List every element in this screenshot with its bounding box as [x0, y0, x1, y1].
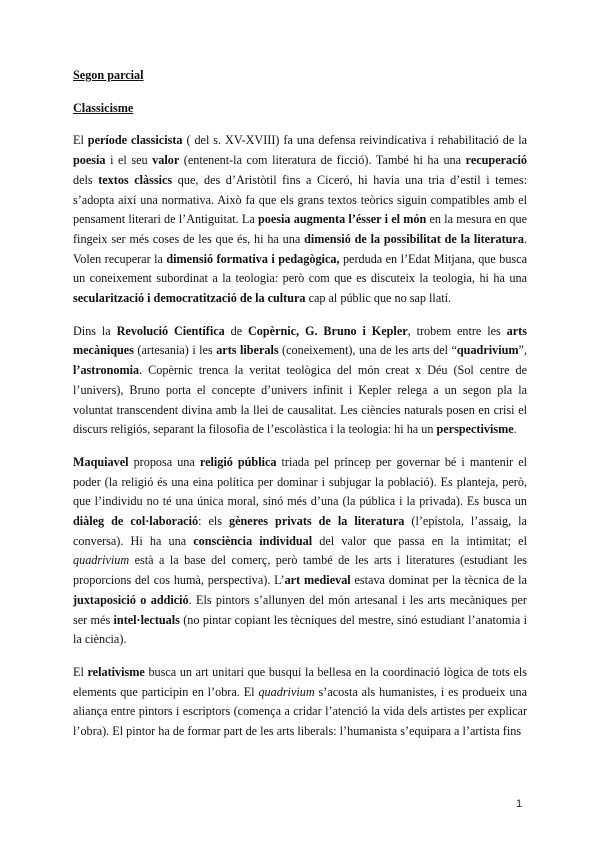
text-run: (coneixement), una de les arts del “	[278, 343, 457, 358]
text-run: perduda en l’Edat Mitjana, que busca un coneixement subordinat a la teologia: però com que es discuteix la teologia, hi ha una	[73, 251, 527, 286]
text-run: està a la base del comerç, però també de les arts i literatures (estudiant les proporcions del cos humà, perspectiva). L’	[73, 553, 527, 588]
bold-text: Copèrnic, G. Bruno i Kepler	[248, 323, 408, 338]
text-run: i el seu	[105, 153, 153, 168]
section-heading: Classicisme	[73, 100, 134, 115]
document-body	[73, 66, 527, 755]
bold-text: recuperació	[465, 153, 527, 168]
text-run: triada pel príncep per governar bé i mantenir el poder (la religió és una eina política per dominar i subjugar la població). Es planteja, però, que l’individu no té una única moral, sinó més d’una (la pública i la privada). Es busca un	[73, 454, 527, 509]
text-run: . Copèrnic trenca la veritat teològica del món creat x Déu (Sol centre de l’univers), Bruno porta el concepte d’univers infinit i Kepler relega a un segon pla la voluntat transcendent divina amb la llei de causalitat. Les ciències naturals posen en crisi el discurs religiós, separant la filosofia de l’escolàstica i la teologia: hi ha un	[73, 363, 527, 437]
bold-text: període classicista	[87, 133, 183, 148]
text-run: estava dominat per la tècnica de la	[350, 573, 527, 588]
page-number: 1	[516, 798, 523, 810]
text-run: (entenent-la com literatura de ficció). També hi ha una	[179, 153, 466, 168]
text-run: dels	[73, 172, 99, 187]
bold-text: secularització i democratització de la cultura	[73, 291, 306, 306]
text-run: El	[73, 133, 88, 148]
bold-text: religió pública	[199, 454, 277, 469]
bold-text: Maquiavel	[73, 454, 129, 469]
paragraph-machiavelli	[73, 453, 527, 650]
text-run: : els	[198, 514, 230, 529]
text-run: El	[73, 664, 88, 679]
text-run: en la mesura en que fingeix ser més coses de les que és, hi ha una	[73, 212, 527, 246]
text-run: (no pintar copiant les tècniques del mestre, sinó estudiant l’anatomia i la ciència).	[73, 612, 527, 647]
bold-text: dimensió de la possibilitat de la literatura	[304, 231, 524, 246]
bold-text: gèneres privats de la literatura	[229, 514, 405, 529]
bold-text: poesia	[73, 153, 106, 168]
bold-text: juxtaposició o addició	[73, 592, 189, 607]
paragraph-scientific-revolution	[73, 322, 527, 440]
text-run: (l’epístola, l’assaig, la conversa). Hi ha una	[73, 514, 527, 548]
text-run: (artesania) i les	[133, 343, 217, 358]
part-heading: Segon parcial	[73, 68, 144, 82]
bold-text: consciència individual	[193, 533, 313, 548]
bold-text: Revolució Científica	[116, 323, 225, 338]
text-run: de	[224, 323, 248, 338]
text-run: , trobem entre les	[407, 323, 507, 338]
text-run: cap al públic que no sap llatí.	[305, 291, 452, 306]
text-run: busca un art unitari que busqui la bellesa en la coordinació lògica de tots els elements que participin en l’obra. El	[73, 664, 527, 699]
text-run: proposa una	[128, 454, 200, 469]
bold-text: relativisme	[87, 664, 145, 679]
text-run: . Els pintors s’allunyen del món artesanal i les arts mecàniques per ser més	[73, 592, 527, 627]
paragraph-relativism	[73, 663, 527, 742]
bold-text: quadrivium	[456, 343, 519, 358]
bold-text: arts liberals	[216, 343, 279, 358]
italic-text: quadrivium	[258, 684, 315, 699]
bold-text: valor	[152, 153, 180, 168]
text-run: Dins la	[73, 323, 117, 338]
bold-text: art medieval	[284, 573, 351, 588]
bold-text: textos clàssics	[98, 172, 173, 187]
paragraph-classicism-period	[73, 131, 527, 308]
bold-text: perspectivisme	[436, 422, 514, 437]
text-run: .	[513, 422, 517, 437]
bold-text: l’astronomia	[73, 363, 140, 378]
text-run: que, des d’Aristòtil fins a Ciceró, hi havia una tria d’estil i temes: s’adopta així una normativa. Això fa que els grans textos teòrics siguin compatibles amb el pensament literari de l’Antiguitat. La	[73, 172, 527, 227]
bold-text: poesia augmenta l’ésser i el món	[258, 212, 427, 227]
text-run: s’acosta als humanistes, i es produeix una aliança entre pintors i escriptors (comença a cridar l’atenció la vida dels artistes per explicar l’obra). El pintor ha de formar part de les arts liberals: l’humanista s’equipara a l’artista fins	[73, 684, 527, 739]
text-run: del valor que passa en la intimitat; el	[312, 533, 527, 548]
bold-text: arts mecàniques	[73, 323, 527, 358]
bold-text: intel·lectuals	[113, 612, 180, 627]
italic-text: quadrivium	[73, 553, 130, 568]
text-run: ( del s. XV-XVIII) fa una defensa reivindicativa i rehabilitació de la	[182, 133, 527, 148]
text-run: ”,	[518, 343, 527, 358]
text-run: . Volen recuperar la	[73, 231, 527, 266]
bold-text: diàleg de col·laboració	[73, 514, 199, 529]
bold-text: dimensió formativa i pedagògica,	[166, 251, 340, 266]
